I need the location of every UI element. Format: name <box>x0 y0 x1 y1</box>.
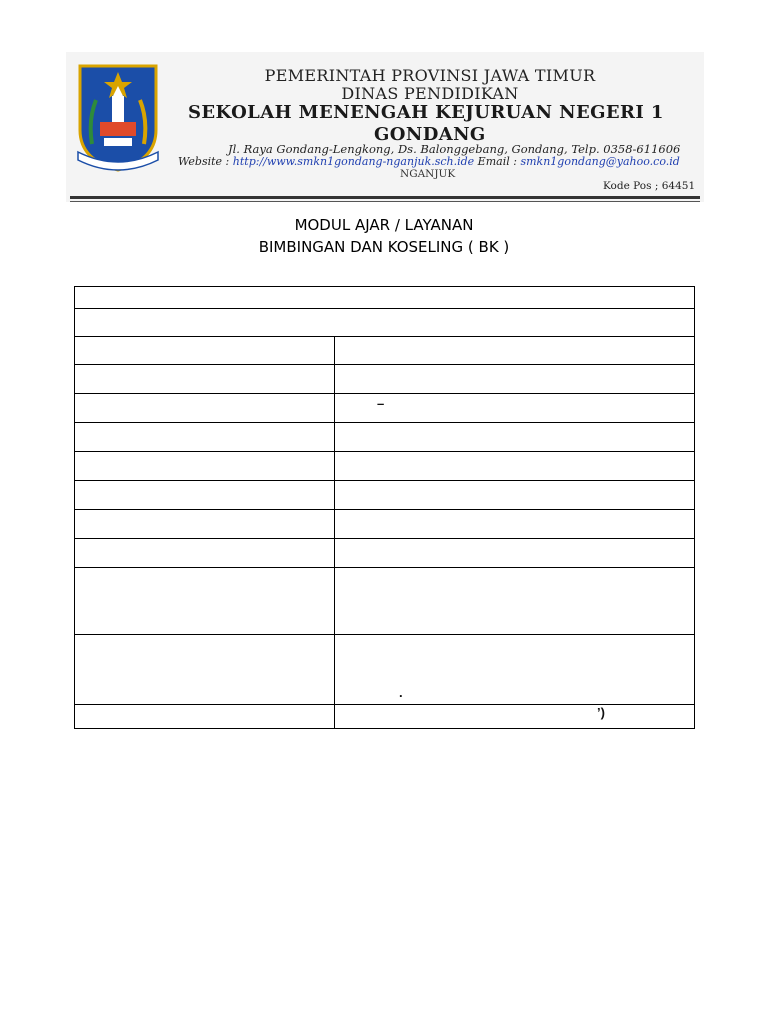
label-cell <box>75 510 335 539</box>
table-row <box>75 309 695 337</box>
table-row <box>75 510 695 539</box>
module-form-table <box>74 286 695 729</box>
value-cell <box>335 635 695 705</box>
government-name: PEMERINTAH PROVINSI JAWA TIMUR <box>264 66 596 85</box>
merged-cell <box>75 287 695 309</box>
city-name: NGANJUK <box>400 168 456 180</box>
postal-code: Kode Pos ; 64451 <box>603 180 696 192</box>
document-title-line2: BIMBINGAN DAN KOSELING ( BK ) <box>258 238 510 256</box>
school-name-line1: SEKOLAH MENENGAH KEJURUAN NEGERI 1 <box>188 102 664 123</box>
label-cell <box>75 423 335 452</box>
table-row <box>75 635 695 705</box>
label-cell <box>75 635 335 705</box>
value-cell <box>335 705 695 729</box>
value-cell <box>335 568 695 635</box>
email-label: Email : <box>474 155 521 168</box>
table-row <box>75 287 695 309</box>
header-divider-thin <box>70 201 700 202</box>
school-address: Jl. Raya Gondang-Lengkong, Ds. Balonggebang, Gondang, Telp. 0358-611606 <box>228 142 681 156</box>
email-link[interactable]: smkn1gondang@yahoo.co.id <box>520 155 680 168</box>
school-name-line2: GONDANG <box>374 124 486 145</box>
value-cell <box>335 510 695 539</box>
value-cell <box>335 481 695 510</box>
label-cell <box>75 365 335 394</box>
value-cell <box>335 394 695 423</box>
value-cell <box>335 452 695 481</box>
table-row <box>75 337 695 365</box>
east-java-emblem-logo <box>74 60 162 172</box>
value-cell <box>335 539 695 568</box>
table-row <box>75 452 695 481</box>
table-row <box>75 423 695 452</box>
website-label: Website : <box>178 155 233 168</box>
value-cell <box>335 365 695 394</box>
cell-mark: ’) <box>597 705 605 720</box>
value-cell <box>335 337 695 365</box>
label-cell <box>75 481 335 510</box>
table-row <box>75 481 695 510</box>
table-row <box>75 394 695 423</box>
document-title-line1: MODUL AJAR / LAYANAN <box>294 216 474 234</box>
cell-mark: . <box>399 685 403 700</box>
label-cell <box>75 394 335 423</box>
table-row <box>75 705 695 729</box>
label-cell <box>75 337 335 365</box>
table-row <box>75 365 695 394</box>
label-cell <box>75 568 335 635</box>
label-cell <box>75 705 335 729</box>
department-name: DINAS PENDIDIKAN <box>341 84 519 103</box>
header-divider-thick <box>70 196 700 199</box>
website-link[interactable]: http://www.smkn1gondang-nganjuk.sch.ide <box>232 155 475 168</box>
table-row <box>75 539 695 568</box>
merged-cell <box>75 309 695 337</box>
table-row <box>75 568 695 635</box>
label-cell <box>75 539 335 568</box>
value-cell <box>335 423 695 452</box>
contact-line <box>178 155 680 168</box>
label-cell <box>75 452 335 481</box>
cell-mark: – <box>377 396 385 411</box>
